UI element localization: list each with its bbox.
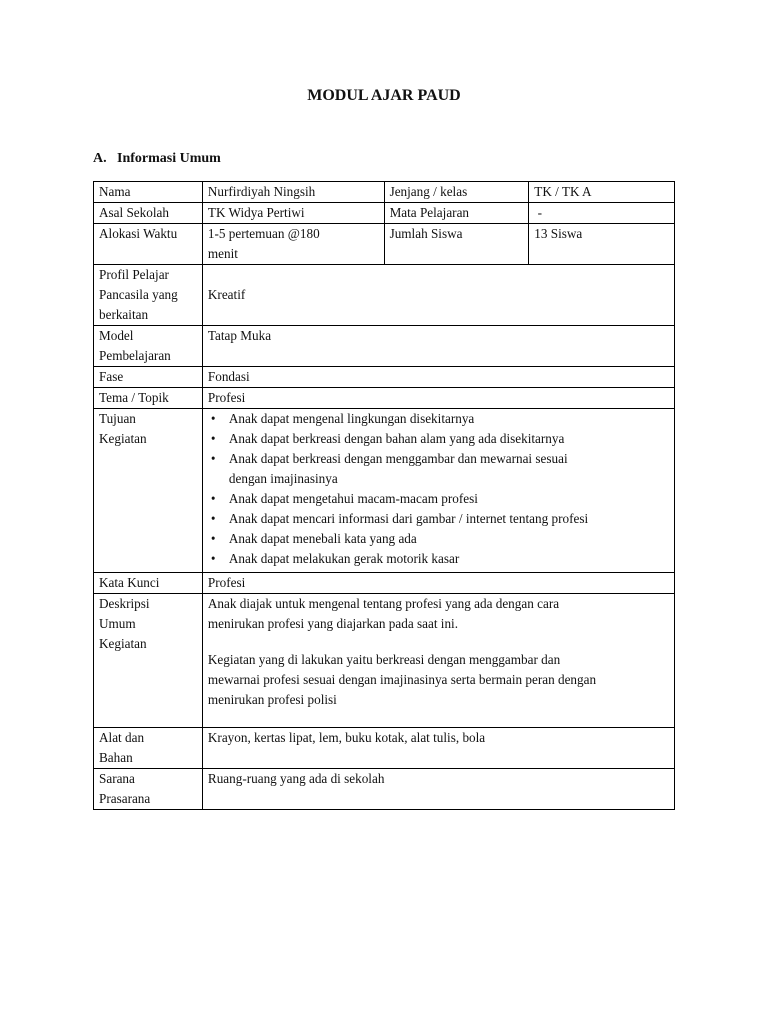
tujuan-item: • Anak dapat mengenal lingkungan disekitarnya bbox=[208, 409, 669, 429]
tujuan-label-line-1: Tujuan bbox=[99, 411, 136, 426]
tujuan-item: • Anak dapat berkreasi dengan bahan alam yang ada disekitarnya bbox=[208, 429, 669, 449]
model-pembelajaran-value: Tatap Muka bbox=[202, 326, 674, 367]
profil-pelajar-value bbox=[202, 265, 674, 326]
tujuan-label-line-2: Kegiatan bbox=[99, 431, 147, 446]
mata-pelajaran-value: - bbox=[529, 203, 675, 224]
deskripsi-umum-value bbox=[202, 594, 674, 728]
mata-pelajaran-label: Mata Pelajaran bbox=[384, 203, 529, 224]
alokasi-waktu-label: Alokasi Waktu bbox=[94, 224, 203, 265]
sarana-label-line-1: Sarana bbox=[99, 771, 135, 786]
deskripsi-paragraph-2 bbox=[208, 650, 669, 710]
sarana-prasarana-label bbox=[94, 769, 203, 810]
tujuan-item: • Anak dapat mengetahui macam-macam profesi bbox=[208, 489, 669, 509]
row-alokasi-waktu bbox=[94, 224, 675, 265]
nama-label: Nama bbox=[94, 182, 203, 203]
profil-label-line-1: Profil Pelajar bbox=[99, 267, 169, 282]
row-model-pembelajaran bbox=[94, 326, 675, 367]
tujuan-kegiatan-label bbox=[94, 409, 203, 573]
row-fase bbox=[94, 367, 675, 388]
tema-topik-label: Tema / Topik bbox=[94, 388, 203, 409]
deskripsi-umum-label bbox=[94, 594, 203, 728]
deskripsi-p2-line-2: mewarnai profesi sesuai dengan imajinasinya serta bermain peran dengan bbox=[207, 672, 597, 687]
deskripsi-p2-line-1: Kegiatan yang di lakukan yaitu berkreasi dengan menggambar dan bbox=[207, 652, 561, 667]
row-sarana-prasarana bbox=[94, 769, 675, 810]
jenjang-value: TK / TK A bbox=[529, 182, 675, 203]
document-title: MODUL AJAR PAUD bbox=[307, 87, 461, 104]
profil-label-line-3: berkaitan bbox=[99, 307, 149, 322]
jumlah-siswa-label: Jumlah Siswa bbox=[384, 224, 529, 265]
informasi-umum-table bbox=[93, 181, 675, 810]
alat-bahan-label bbox=[94, 728, 203, 769]
jenjang-label: Jenjang / kelas bbox=[384, 182, 529, 203]
deskripsi-p1-line-2: menirukan profesi yang diajarkan pada saat ini. bbox=[207, 616, 459, 631]
kata-kunci-value: Profesi bbox=[202, 573, 674, 594]
jumlah-siswa-value: 13 Siswa bbox=[529, 224, 675, 265]
tujuan-item: • Anak dapat menebali kata yang ada bbox=[208, 529, 669, 549]
profil-pelajar-label bbox=[94, 265, 203, 326]
deskripsi-label-line-3: Kegiatan bbox=[99, 636, 147, 651]
model-label-line-1: Model bbox=[99, 328, 134, 343]
sarana-label-line-2: Prasarana bbox=[99, 791, 151, 806]
model-label-line-2: Pembelajaran bbox=[99, 348, 171, 363]
deskripsi-paragraph-1 bbox=[208, 594, 669, 634]
sarana-prasarana-value: Ruang-ruang yang ada di sekolah bbox=[202, 769, 674, 810]
alat-label-line-1: Alat dan bbox=[99, 730, 145, 745]
alat-bahan-value: Krayon, kertas lipat, lem, buku kotak, alat tulis, bola bbox=[202, 728, 674, 769]
row-asal-sekolah bbox=[94, 203, 675, 224]
model-pembelajaran-label bbox=[94, 326, 203, 367]
row-deskripsi-umum bbox=[94, 594, 675, 728]
kata-kunci-label: Kata Kunci bbox=[94, 573, 203, 594]
row-nama bbox=[94, 182, 675, 203]
alokasi-waktu-line-2: menit bbox=[207, 246, 238, 261]
section-heading bbox=[93, 151, 221, 167]
tujuan-kegiatan-value bbox=[202, 409, 674, 573]
tujuan-list bbox=[208, 409, 669, 569]
fase-label: Fase bbox=[94, 367, 203, 388]
deskripsi-label-line-2: Umum bbox=[99, 616, 136, 631]
row-profil-pelajar bbox=[94, 265, 675, 326]
row-tujuan-kegiatan bbox=[94, 409, 675, 573]
nama-value: Nurfirdiyah Ningsih bbox=[202, 182, 384, 203]
tema-topik-value: Profesi bbox=[202, 388, 674, 409]
deskripsi-p2-line-3: menirukan profesi polisi bbox=[207, 692, 337, 707]
tujuan-item-continuation: dengan imajinasinya bbox=[228, 471, 338, 486]
asal-sekolah-label: Asal Sekolah bbox=[94, 203, 203, 224]
tujuan-item: • Anak dapat melakukan gerak motorik kasar bbox=[208, 549, 669, 569]
tujuan-item: • Anak dapat mencari informasi dari gambar / internet tentang profesi bbox=[208, 509, 669, 529]
deskripsi-p1-line-1: Anak diajak untuk mengenal tentang profesi yang ada dengan cara bbox=[207, 596, 560, 611]
profil-label-line-2: Pancasila yang bbox=[99, 287, 178, 302]
row-kata-kunci bbox=[94, 573, 675, 594]
alokasi-waktu-value bbox=[202, 224, 384, 265]
row-tema-topik bbox=[94, 388, 675, 409]
row-alat-bahan bbox=[94, 728, 675, 769]
asal-sekolah-value: TK Widya Pertiwi bbox=[202, 203, 384, 224]
alokasi-waktu-line-1: 1-5 pertemuan @180 bbox=[207, 226, 320, 241]
profil-value-text: Kreatif bbox=[207, 287, 246, 302]
alat-label-line-2: Bahan bbox=[99, 750, 133, 765]
section-title: Informasi Umum bbox=[117, 151, 221, 166]
tujuan-item: • Anak dapat berkreasi dengan menggambar dan mewarnai sesuai bbox=[208, 449, 669, 469]
deskripsi-label-line-1: Deskripsi bbox=[99, 596, 150, 611]
fase-value: Fondasi bbox=[202, 367, 674, 388]
section-letter: A. bbox=[93, 151, 107, 166]
